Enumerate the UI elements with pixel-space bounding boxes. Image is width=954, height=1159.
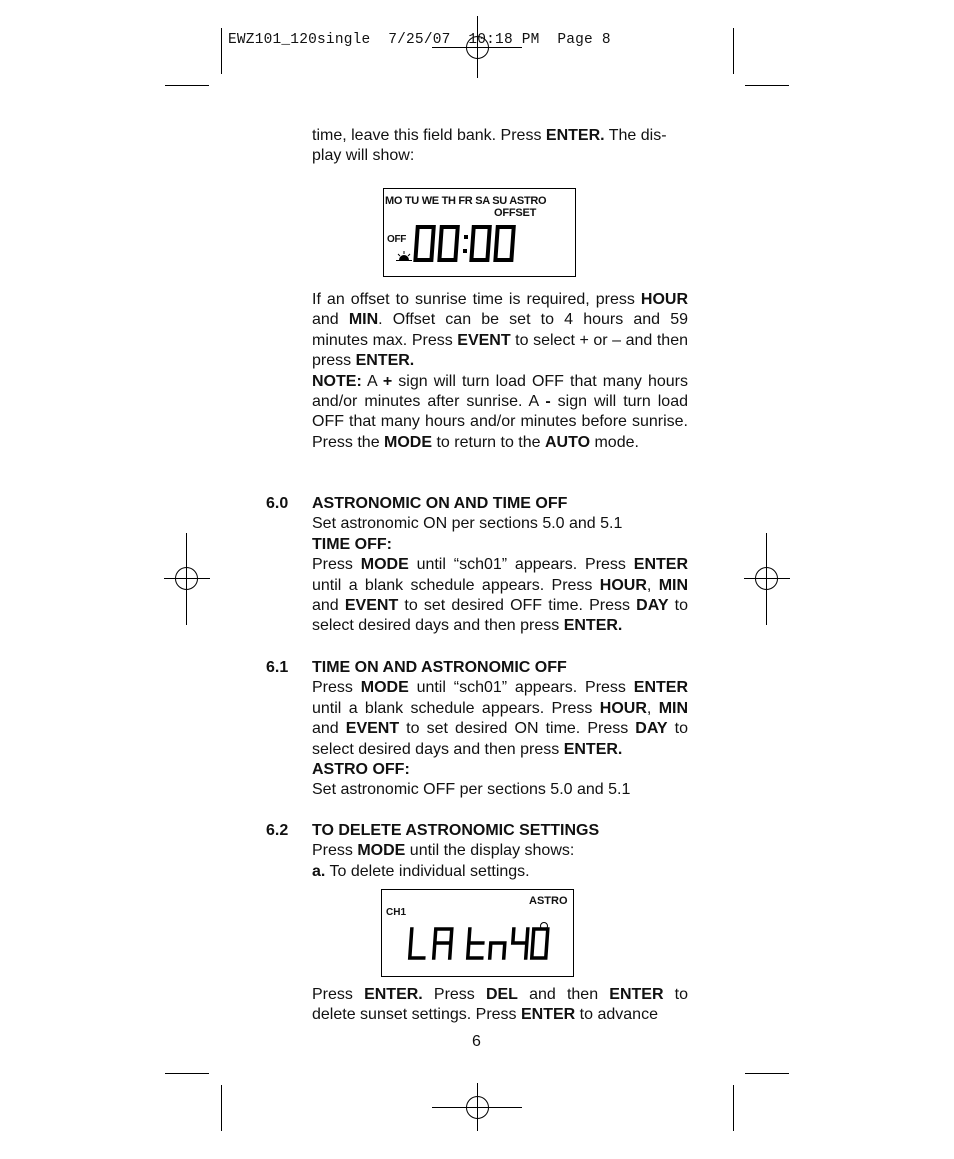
registration-mark-left <box>164 533 210 625</box>
sunrise-icon <box>396 251 412 261</box>
section-6-0: ASTRONOMIC ON AND TIME OFF Set astronomic ON per sections 5.0 and 5.1 TIME OFF: Press MODE until “sch01” appears. Press ENTER until a blank schedule appears. Press HOUR, MIN and EVENT to set desired OFF time. Press DAY to select desired days and then press ENTER. <box>312 495 689 635</box>
section-title: TIME ON AND ASTRONOMIC OFF <box>312 659 567 676</box>
section-number-6-1: 6.1 <box>266 659 289 676</box>
lcd-astro-label: ASTRO <box>529 895 568 907</box>
registration-mark-bottom <box>432 1083 522 1131</box>
offset-paragraph: If an offset to sunrise time is required, press HOUR and MIN. Offset can be set to 4 hours and 59 minutes max. Press EVENT to select + or – and then press ENTER. NOTE: A + sign will turn load OFF that many hours and/or minutes after sunrise. A - sign will turn load OFF that many hours and/or minutes before sunrise. Press the MODE to return to the AUTO mode. <box>312 290 688 453</box>
print-slug: EWZ101_120single 7/25/07 10:18 PM Page 8 <box>228 32 611 48</box>
section-title: ASTRONOMIC ON AND TIME OFF <box>312 495 568 512</box>
section-6-1: TIME ON AND ASTRONOMIC OFF Press MODE until “sch01” appears. Press ENTER until a blank schedule appears. Press HOUR, MIN and EVENT to set desired ON time. Press DAY to select desired days and then press ENTER. ASTRO OFF: Set astronomic OFF per sections 5.0 and 5.1 <box>312 659 689 799</box>
lcd-display-delete <box>381 889 574 977</box>
lcd-off-label: OFF <box>387 234 407 245</box>
section-number-6-2: 6.2 <box>266 822 289 839</box>
final-paragraph: Press ENTER. Press DEL and then ENTER to delete sunset settings. Press ENTER to advance <box>312 986 689 1024</box>
registration-mark-right <box>744 533 790 625</box>
section-title: TO DELETE ASTRONOMIC SETTINGS <box>312 822 600 839</box>
intro-paragraph: time, leave this field bank. Press ENTER. The dis- play will show: <box>312 127 667 165</box>
lcd-days-row: MO TU WE TH FR SA SU ASTRO <box>385 195 547 207</box>
lcd-channel-label: CH1 <box>386 907 407 918</box>
lcd-offset-label: OFFSET <box>494 207 537 219</box>
lcd-display-offset <box>383 188 576 277</box>
lcd-segment-text <box>406 926 552 962</box>
page-number: 6 <box>472 1033 481 1050</box>
note-paragraph: NOTE: A + sign will turn load OFF that many hours and/or minutes after sunrise. A - sign will turn load OFF that many hours and/or minutes before sunrise. Press the MODE to return to the AUTO mode. <box>312 372 689 451</box>
section-number-6-0: 6.0 <box>266 495 289 512</box>
section-6-2: TO DELETE ASTRONOMIC SETTINGS Press MODE until the display shows: a. To delete individual settings. <box>312 821 688 882</box>
lcd-time-digits <box>412 223 518 265</box>
